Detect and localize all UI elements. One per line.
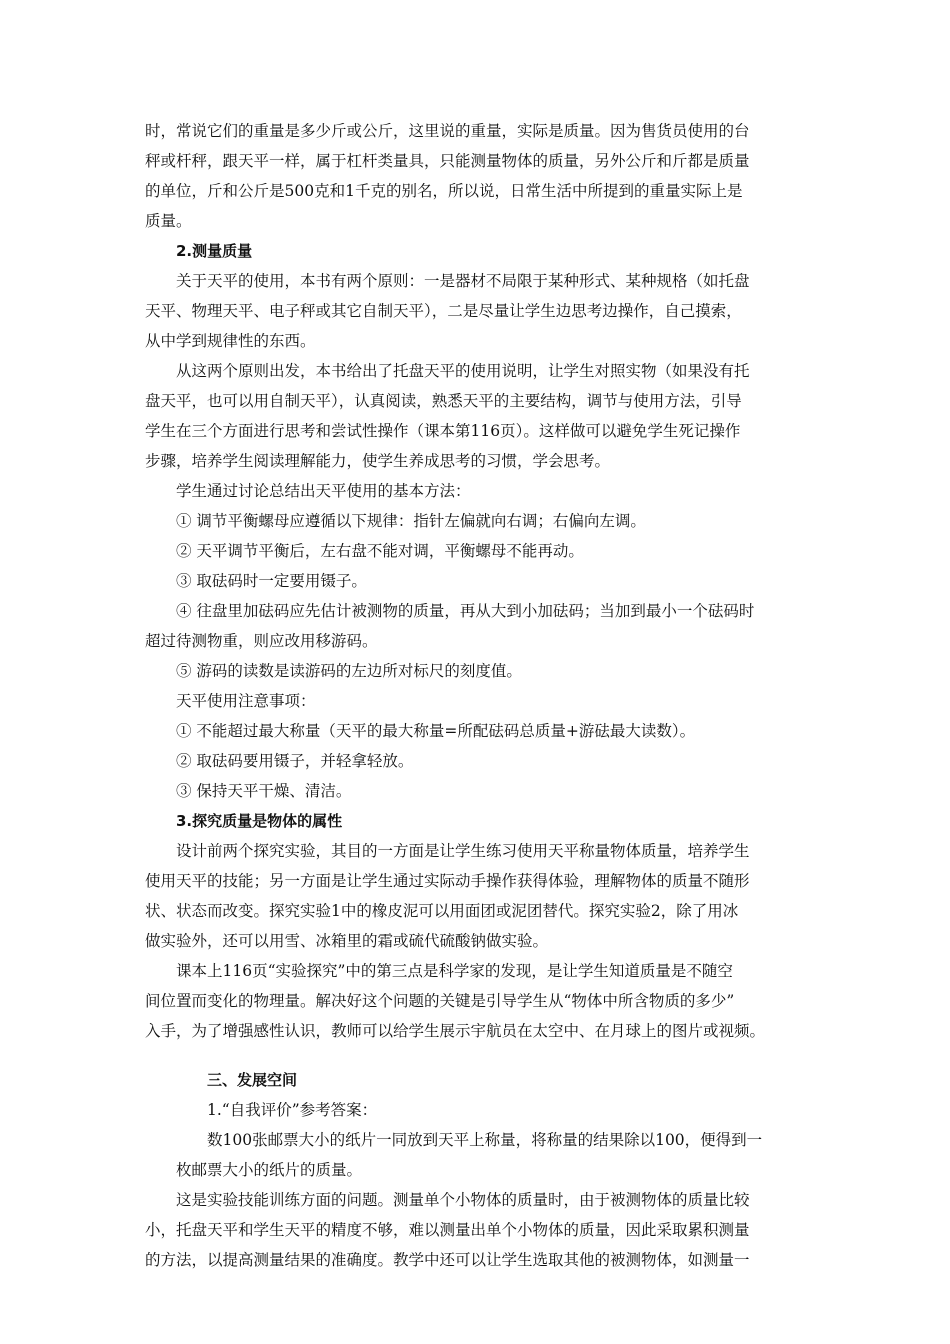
text-line: 天平使用注意事项： <box>176 692 316 710</box>
text-line: 这是实验技能训练方面的问题。测量单个小物体的质量时，由于被测物体的质量比较 <box>176 1191 750 1209</box>
list-item: ③ 取砝码时一定要用镊子。 <box>176 572 367 590</box>
text-line: 盘天平，也可以用自制天平），认真阅读，熟悉天平的主要结构，调节与使用方法，引导 <box>145 392 742 410</box>
text-line: 枚邮票大小的纸片的质量。 <box>176 1161 363 1179</box>
text-line: 学生在三个方面进行思考和尝试性操作（课本第116页）。这样做可以避免学生死记操作 <box>145 422 741 440</box>
section-heading: 三、发展空间 <box>207 1071 298 1089</box>
text-line: 步骤，培养学生阅读理解能力，使学生养成思考的习惯，学会思考。 <box>145 452 611 470</box>
text-line: 小，托盘天平和学生天平的精度不够，难以测量出单个小物体的质量，因此采取累积测量 <box>145 1221 750 1239</box>
section-heading: 3.探究质量是物体的属性 <box>176 812 343 830</box>
text-line: 超过待测物重，则应改用移游码。 <box>145 632 378 650</box>
text-line: 入手，为了增强感性认识，教师可以给学生展示宇航员在太空中、在月球上的图片或视频。 <box>145 1022 766 1040</box>
text-line: 时，常说它们的重量是多少斤或公斤，这里说的重量，实际是质量。因为售货员使用的台 <box>145 122 750 140</box>
text-line: 关于天平的使用，本书有两个原则：一是器材不局限于某种形式、某种规格（如托盘 <box>176 272 750 290</box>
text-line: 课本上116页“实验探究”中的第三点是科学家的发现，是让学生知道质量是不随空 <box>176 962 733 980</box>
text-line: 质量。 <box>145 212 192 230</box>
text-line: 的单位，斤和公斤是500克和1千克的别名，所以说，日常生活中所提到的重量实际上是 <box>145 182 743 200</box>
text-line: 1.“自我评价”参考答案： <box>207 1101 378 1119</box>
text-line: 天平、物理天平、电子秤或其它自制天平），二是尽量让学生边思考边操作，自己摸索， <box>145 302 742 320</box>
text-line: 状、状态而改变。探究实验1中的橡皮泥可以用面团或泥团替代。探究实验2，除了用冰 <box>145 902 739 920</box>
list-item: ② 取砝码要用镊子，并轻拿轻放。 <box>176 752 414 770</box>
section-heading: 2.测量质量 <box>176 242 253 260</box>
text-line: 从这两个原则出发，本书给出了托盘天平的使用说明，让学生对照实物（如果没有托 <box>176 362 750 380</box>
text-line: 间位置而变化的物理量。解决好这个问题的关键是引导学生从“物体中所含物质的多少” <box>145 992 735 1010</box>
list-item: ④ 往盘里加砝码应先估计被测物的质量，再从大到小加砝码；当加到最小一个砝码时 <box>176 602 755 620</box>
text-line: 使用天平的技能；另一方面是让学生通过实际动手操作获得体验，理解物体的质量不随形 <box>145 872 750 890</box>
list-item: ② 天平调节平衡后，左右盘不能对调，平衡螺母不能再动。 <box>176 542 584 560</box>
text-line: 秤或杆秤，跟天平一样，属于杠杆类量具，只能测量物体的质量，另外公斤和斤都是质量 <box>145 152 750 170</box>
text-line: 学生通过讨论总结出天平使用的基本方法： <box>176 482 471 500</box>
list-item: ① 调节平衡螺母应遵循以下规律：指针左偏就向右调；右偏向左调。 <box>176 512 646 530</box>
text-line: 从中学到规律性的东西。 <box>145 332 316 350</box>
text-line: 的方法，以提高测量结果的准确度。教学中还可以让学生选取其他的被测物体，如测量一 <box>145 1251 750 1269</box>
text-line: 做实验外，还可以用雪、冰箱里的霜或硫代硫酸钠做实验。 <box>145 932 549 950</box>
list-item: ③ 保持天平干燥、清洁。 <box>176 782 352 800</box>
text-line: 设计前两个探究实验，其目的一方面是让学生练习使用天平称量物体质量，培养学生 <box>176 842 750 860</box>
list-item: ① 不能超过最大称量（天平的最大称量=所配砝码总质量+游砝最大读数）。 <box>176 722 696 740</box>
text-line: 数100张邮票大小的纸片一同放到天平上称量，将称量的结果除以100，便得到一 <box>207 1131 763 1149</box>
list-item: ⑤ 游码的读数是读游码的左边所对标尺的刻度值。 <box>176 662 522 680</box>
